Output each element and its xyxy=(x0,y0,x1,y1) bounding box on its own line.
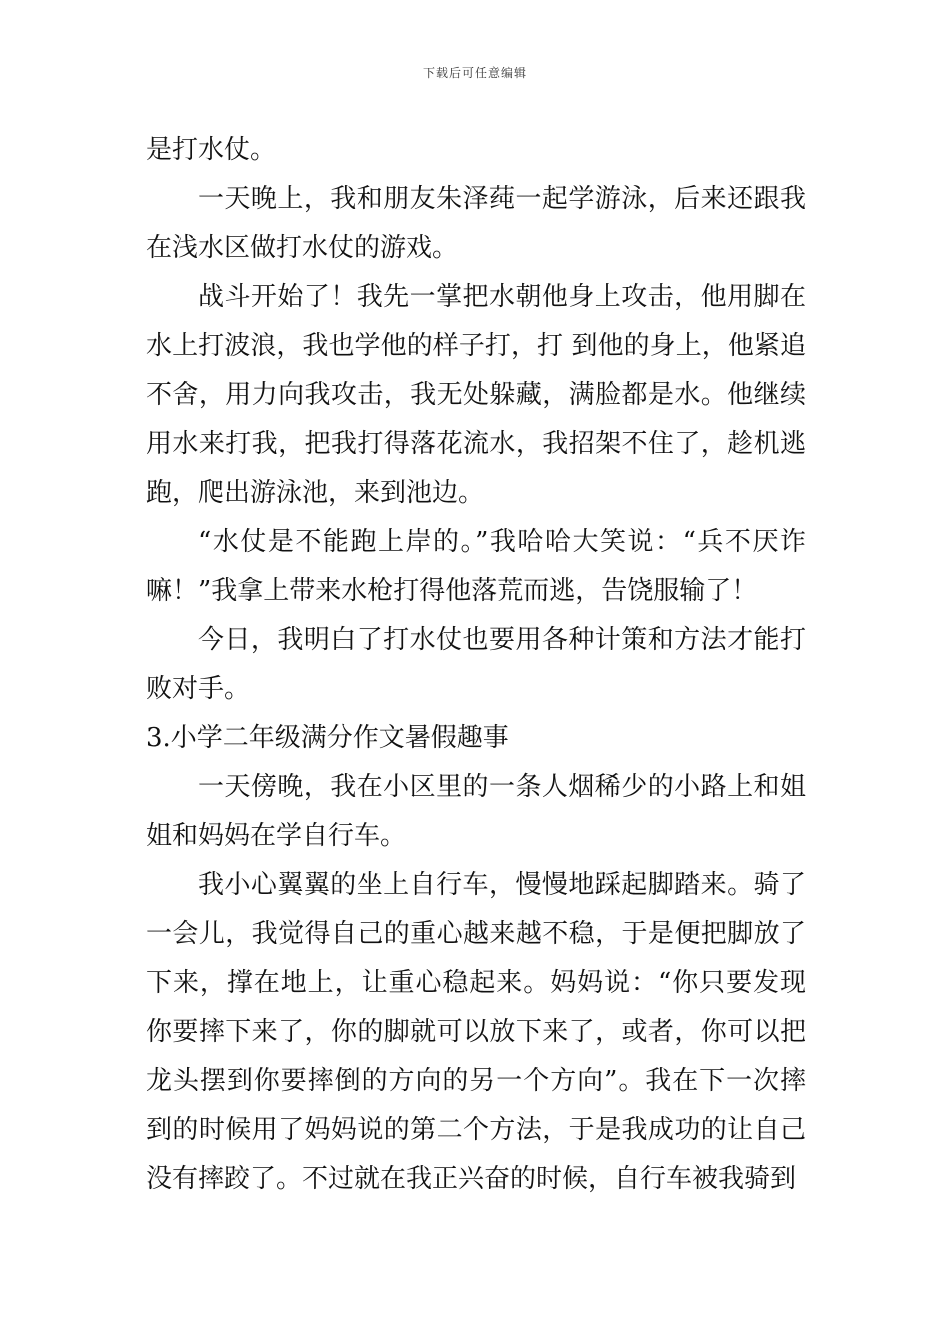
document-body xyxy=(146,126,806,1204)
paragraph: “水仗是不能跑上岸的。”我哈哈大笑说：“兵不厌诈嘛！”我拿上带来水枪打得他落荒而逃，告饶服输了！ xyxy=(146,527,806,606)
paragraph: 我小心翼翼的坐上自行车，慢慢地踩起脚踏来。骑了一会儿，我觉得自己的重心越来越不稳，于是便把脚放了下来，撑在地上，让重心稳起来。妈妈说：“你只要发现你要摔下来了，你的脚就可以放下来了，或者，你可以把龙头摆到你要摔倒的方向的另一个方向”。我在下一次摔到的时候用了妈妈说的第二个方法，于是我成功的让自己没有摔跤了。不过就在我正兴奋的时候，自行车被我骑到 xyxy=(146,870,806,1194)
paragraph: 一天傍晚，我在小区里的一条人烟稀少的小路上和姐姐和妈妈在学自行车。 xyxy=(146,772,806,851)
section-heading: 3.小学二年级满分作文暑假趣事 xyxy=(146,723,509,753)
paragraph: 一天晚上，我和朋友朱泽莼一起学游泳，后来还跟我在浅水区做打水仗的游戏。 xyxy=(146,184,806,263)
page-header: 下载后可任意编辑 xyxy=(422,66,527,80)
paragraph: 今日，我明白了打水仗也要用各种计策和方法才能打败对手。 xyxy=(146,625,806,704)
paragraph-continuation: 是打水仗。 xyxy=(146,135,277,165)
paragraph: 战斗开始了！我先一掌把水朝他身上攻击，他用脚在水上打波浪，我也学他的样子打，打 到他的身上，他紧追不舍，用力向我攻击，我无处躲藏，满脸都是水。他继续用水来打我，把我打得落花流水，我招架不住了，趁机逃跑，爬出游泳池，来到池边。 xyxy=(146,282,806,508)
